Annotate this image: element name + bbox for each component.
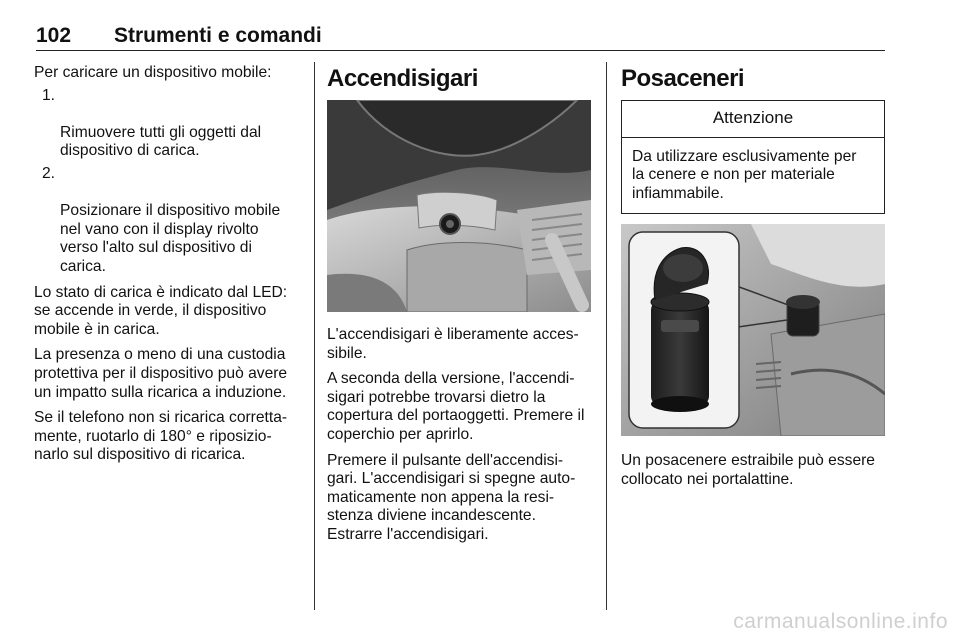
cigarette-lighter-illustration: [327, 100, 591, 312]
warning-title: Attenzione: [622, 101, 884, 138]
step-number: 2.: [42, 164, 56, 182]
intro-text: Per caricare un dispositivo mobile:: [34, 64, 272, 81]
list-item: [34, 165, 304, 277]
led-status-paragraph: Lo stato di carica è indicato dal LED: se accende in verde, il dispositivo mobile è in carica.: [34, 283, 288, 338]
step-text: Posizionare il dispositivo mobile nel vano con il display rivolto verso l'alto sul dispositivo di carica.: [60, 202, 281, 275]
list-item: [34, 87, 304, 161]
section-title-accendisigari: Accendisigari: [327, 65, 478, 92]
step-text: Rimuovere tutti gli oggetti dal dispositivo di carica.: [60, 123, 262, 160]
warning-text: Da utilizzare esclusivamente per la cenere e non per materiale infiammabile.: [632, 147, 857, 202]
warning-box: [621, 100, 885, 214]
column-divider-2: [606, 62, 607, 610]
ashtray-paragraph: Un posacenere estraibile può essere collocato nei portalattine.: [621, 452, 875, 488]
column-ashtray: [621, 64, 886, 497]
column-wireless-charging: [34, 64, 304, 472]
header-divider: [36, 50, 885, 51]
watermark: carmanualsonline.info: [733, 610, 948, 633]
step-number: 1.: [42, 86, 56, 104]
case-paragraph: La presenza o meno di una custodia protettiva per il dispositivo può avere un impatto sulla ricarica a induzione.: [34, 346, 288, 401]
charging-steps: [34, 87, 304, 277]
version-paragraph: A seconda della versione, l'accendi- sigari potrebbe trovarsi dietro la copertura del portaoggetti. Premere il coperchio per aprirlo.: [327, 370, 585, 443]
accessible-paragraph: L'accendisigari è liberamente acces- sibile.: [327, 326, 579, 362]
section-title-posaceneri: Posaceneri: [621, 65, 745, 92]
column-cigarette-lighter: [327, 64, 592, 552]
column-divider-1: [314, 62, 315, 610]
ashtray-illustration: [621, 224, 885, 436]
press-button-paragraph: Premere il pulsante dell'accendisi- gari. L'accendisigari si spegne auto- maticamente non appena la resi- stenza diviene incandescente. Estrarre l'accendisigari.: [327, 451, 576, 543]
chapter-title: Strumenti e comandi: [114, 24, 322, 47]
rotate-paragraph: Se il telefono non si ricarica corretta- mente, ruotarlo di 180° e riposizio- narlo sul dispositivo di ricarica.: [34, 409, 288, 464]
page-number: 102: [36, 24, 72, 47]
